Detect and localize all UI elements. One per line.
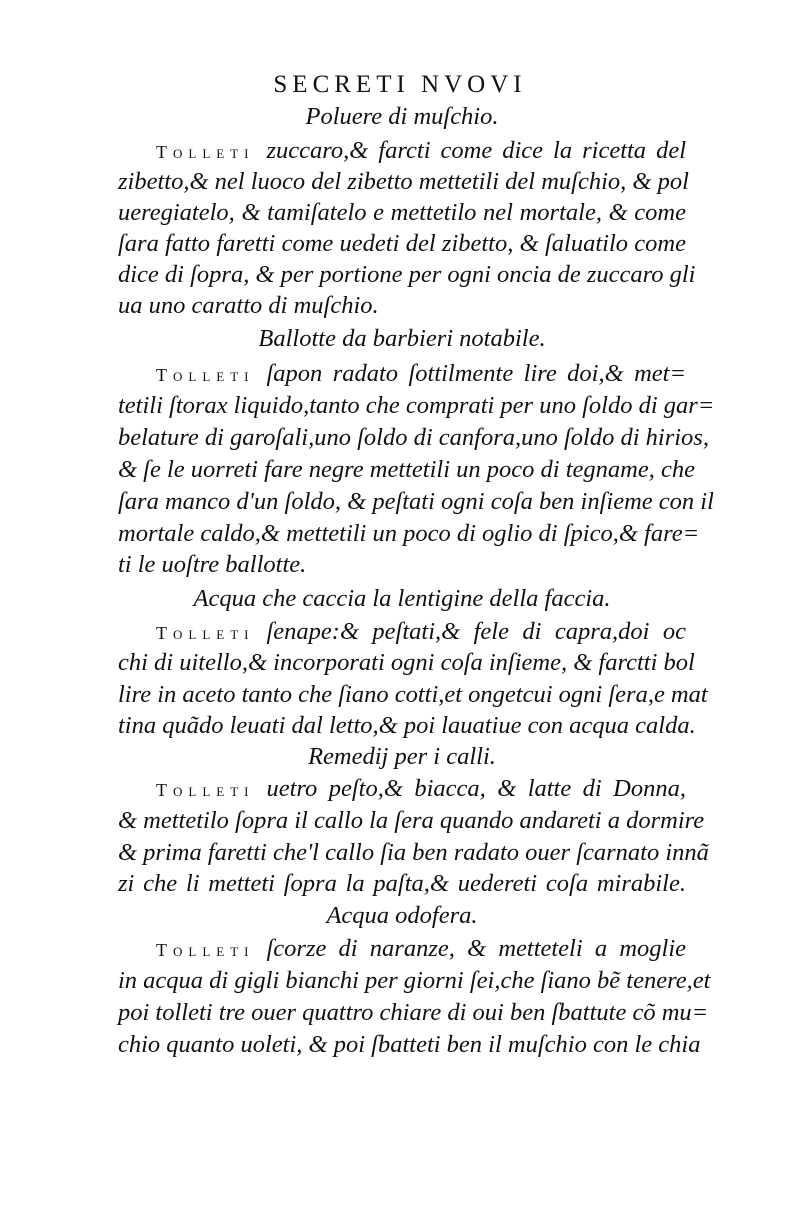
text-line (118, 617, 686, 648)
line-text: uetro peſto,& biacca, & latte di Donna, (266, 775, 686, 802)
text-line: & prima faretti che'l callo ſia ben radato ouer ſcarnato innã (118, 839, 709, 866)
text-line: belature di garoſali,uno ſoldo di canfora,uno ſoldo di hirios, (118, 424, 709, 451)
text-line (118, 136, 686, 167)
text-line: chi di uitello,& incorporati ogni coſa inſieme, & farctti bol (118, 649, 695, 676)
section-heading: Acqua odofera. (326, 902, 478, 929)
text-line: in acqua di gigli bianchi per giorni ſei,che ſiano bẽ tenere,et (118, 967, 711, 994)
section-heading: Acqua che caccia la lentigine della faccia. (193, 585, 611, 612)
line-text: ſcorze di naranze, & metteteli a moglie (266, 935, 686, 962)
initial-word: Tolleti (156, 365, 255, 385)
text-line (118, 774, 686, 805)
initial-word: Tolleti (156, 623, 255, 643)
line-text: ſenape:& peſtati,& fele di capra,doi oc (266, 618, 686, 645)
running-head: SECRETI NVOVI (273, 71, 527, 98)
text-line: ueregiatelo, & tamiſatelo e mettetilo nel mortale, & come (118, 199, 686, 226)
text-line: ſara manco d'un ſoldo, & peſtati ogni coſa ben inſieme con il (118, 488, 714, 515)
initial-word: Tolleti (156, 940, 255, 960)
text-line: ſara fatto faretti come uedeti del zibetto, & ſaluatilo come (118, 230, 686, 257)
section-heading: Remedij per i calli. (308, 743, 496, 770)
text-line: ua uno caratto di muſchio. (118, 292, 379, 319)
text-line (118, 934, 686, 965)
line-text: ſapon radato ſottilmente lire doi,& met= (266, 360, 686, 387)
initial-word: Tolleti (156, 142, 255, 162)
text-line: zi che li metteti ſopra la paſta,& uedereti coſa mirabile. (118, 870, 686, 897)
initial-word: Tolleti (156, 780, 255, 800)
text-line: mortale caldo,& mettetili un poco di oglio di ſpico,& fare= (118, 520, 700, 547)
text-line: lire in aceto tanto che ſiano cotti,et ongetcui ogni ſera,e mat (118, 681, 708, 708)
text-line: & mettetilo ſopra il callo la ſera quando andareti a dormire (118, 807, 705, 834)
text-line: tetili ſtorax liquido,tanto che comprati per uno ſoldo di gar= (118, 392, 715, 419)
text-line: & ſe le uorreti fare negre mettetili un poco di tegname, che (118, 456, 695, 483)
text-line (118, 359, 686, 390)
text-line: dice di ſopra, & per portione per ogni oncia de zuccaro gli (118, 261, 696, 288)
text-line: zibetto,& nel luoco del zibetto mettetili del muſchio, & pol (118, 168, 689, 195)
line-text: zuccaro,& farcti come dice la ricetta del (266, 137, 686, 164)
text-line: poi tolleti tre ouer quattro chiare di oui ben ſbattute cõ mu= (118, 999, 709, 1026)
section-heading: Poluere di muſchio. (305, 103, 499, 130)
section-heading: Ballotte da barbieri notabile. (258, 325, 546, 352)
text-line: ti le uoſtre ballotte. (118, 551, 307, 578)
text-line: tina quãdo leuati dal letto,& poi lauatiue con acqua calda. (118, 712, 696, 739)
text-line: chio quanto uoleti, & poi ſbatteti ben il muſchio con le chia (118, 1031, 701, 1058)
